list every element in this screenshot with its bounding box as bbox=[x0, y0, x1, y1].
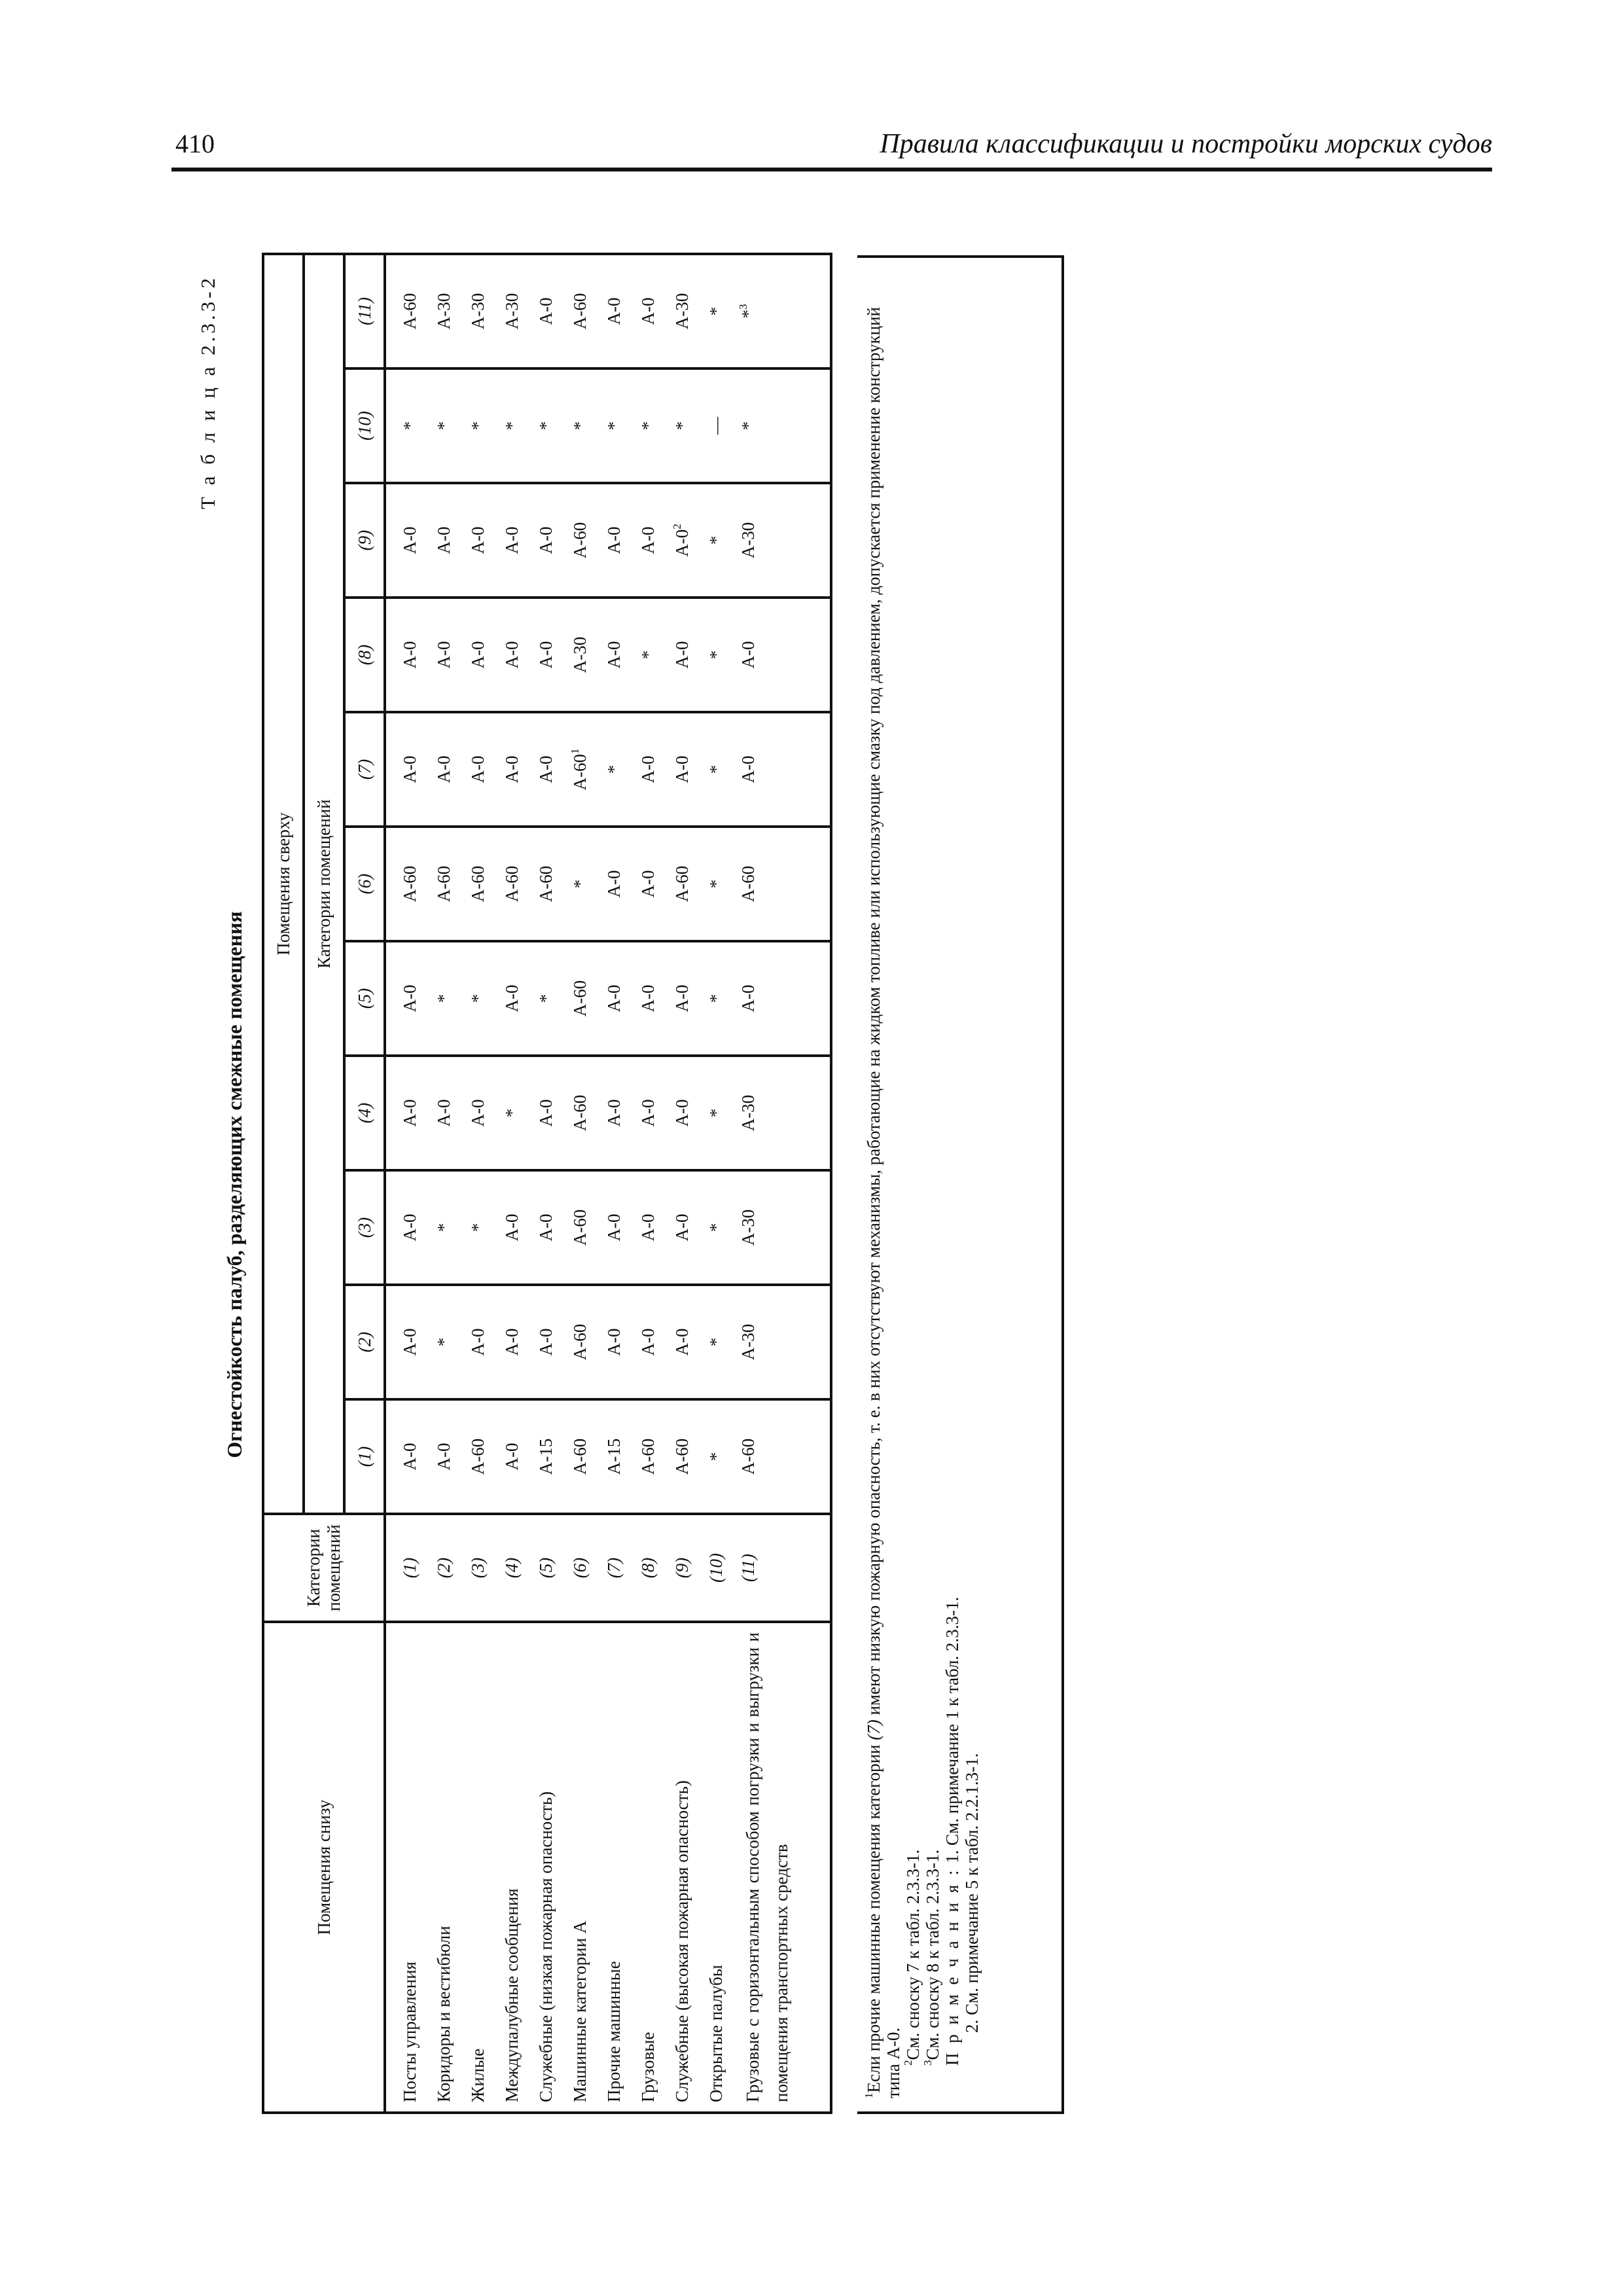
header-categories: Категории помещений bbox=[263, 1514, 385, 1622]
cell-value: A-0 bbox=[427, 1056, 461, 1170]
column-number-10: (10) bbox=[344, 368, 385, 483]
column-number-5: (5) bbox=[344, 941, 385, 1056]
cell-value: * bbox=[563, 827, 597, 941]
cell-value: * bbox=[699, 483, 733, 598]
column-number-9: (9) bbox=[344, 483, 385, 598]
cell-value: A-30 bbox=[733, 1170, 831, 1285]
table-title: Огнестойкость палуб, разделяющих смежные помещения bbox=[223, 911, 246, 1458]
cell-value: A-30 bbox=[461, 254, 495, 368]
rotated-table-block bbox=[196, 255, 1067, 2114]
page-number: 410 bbox=[175, 129, 215, 158]
cell-value: A-0 bbox=[631, 827, 665, 941]
cell-value: A-0 bbox=[461, 483, 495, 598]
cell-value: A-0 bbox=[385, 1399, 427, 1514]
row-name: Открытые палубы bbox=[699, 1622, 733, 2113]
cell-value: A-0 bbox=[495, 712, 529, 827]
cell-value: A-60 bbox=[563, 1285, 597, 1399]
cell-value: A-0 bbox=[427, 1399, 461, 1514]
cell-value: * bbox=[699, 827, 733, 941]
table-row bbox=[461, 254, 495, 2113]
cell-value: A-0 bbox=[495, 598, 529, 712]
cell-value: * bbox=[427, 1170, 461, 1285]
row-name: Служебные (низкая пожарная опасность) bbox=[529, 1622, 563, 2113]
cell-value: * bbox=[699, 254, 733, 368]
table-row bbox=[385, 254, 427, 2113]
cell-value: A-0 bbox=[385, 712, 427, 827]
cell-value: A-60 bbox=[665, 1399, 699, 1514]
cell-value: *$^3$ bbox=[733, 254, 831, 368]
cell-value: * bbox=[461, 1170, 495, 1285]
row-category: (9) bbox=[665, 1514, 699, 1622]
row-name: Жилые bbox=[461, 1622, 495, 2113]
cell-value: A-0 bbox=[631, 483, 665, 598]
cell-value: A-60 bbox=[563, 483, 597, 598]
row-name: Грузовые с горизонтальным способом погрузки и выгрузки и помещения транспортных средств bbox=[733, 1622, 831, 2113]
cell-value: A-0 bbox=[385, 1170, 427, 1285]
cell-value: A-0 bbox=[631, 1285, 665, 1399]
table-row bbox=[427, 254, 461, 2113]
cell-value: * bbox=[699, 1399, 733, 1514]
cell-value: A-30 bbox=[427, 254, 461, 368]
cell-value: * bbox=[699, 1056, 733, 1170]
cell-value: A-30 bbox=[563, 598, 597, 712]
cell-value: A-60 bbox=[495, 827, 529, 941]
cell-value: A-60 bbox=[427, 827, 461, 941]
table-row bbox=[733, 254, 831, 2113]
column-number-7: (7) bbox=[344, 712, 385, 827]
cell-value: * bbox=[427, 368, 461, 483]
row-category: (11) bbox=[733, 1514, 831, 1622]
cell-value: * bbox=[665, 368, 699, 483]
cell-value: A-0 bbox=[597, 827, 631, 941]
cell-value: A-30 bbox=[733, 1285, 831, 1399]
cell-value: A-60 bbox=[461, 827, 495, 941]
cell-value: A-0 bbox=[631, 712, 665, 827]
cell-value: * bbox=[461, 941, 495, 1056]
cell-value: A-0 bbox=[385, 941, 427, 1056]
cell-value: A-0 bbox=[385, 1285, 427, 1399]
column-number-1: (1) bbox=[344, 1399, 385, 1514]
cell-value: A-0 bbox=[461, 598, 495, 712]
cell-value: A-0 bbox=[597, 598, 631, 712]
row-category: (7) bbox=[597, 1514, 631, 1622]
cell-value: A-0 bbox=[665, 1285, 699, 1399]
cell-value: A-0 bbox=[597, 1285, 631, 1399]
cell-value: A-60 bbox=[563, 1056, 597, 1170]
cell-value: A-0 bbox=[529, 1056, 563, 1170]
cell-value: A-60 bbox=[563, 1399, 597, 1514]
table-row bbox=[597, 254, 631, 2113]
column-number-11: (11) bbox=[344, 254, 385, 368]
table-row bbox=[699, 254, 733, 2113]
footnote-ref: 2 bbox=[670, 524, 683, 529]
footnote-ref: 3 bbox=[737, 304, 749, 310]
cell-value: * bbox=[631, 368, 665, 483]
cell-value: $A-0^2$ bbox=[665, 483, 699, 598]
cell-value: A-0 bbox=[733, 712, 831, 827]
cell-value: * bbox=[699, 1285, 733, 1399]
header-below: Помещения снизу bbox=[263, 1622, 385, 2113]
cell-value: A-0 bbox=[461, 712, 495, 827]
cell-value: A-30 bbox=[665, 254, 699, 368]
cell-value: A-60 bbox=[563, 1170, 597, 1285]
cell-value: A-0 bbox=[385, 598, 427, 712]
cell-value: A-0 bbox=[665, 598, 699, 712]
cell-value: A-0 bbox=[597, 483, 631, 598]
cell-value: A-60 bbox=[563, 254, 597, 368]
cell-value: A-0 bbox=[495, 1399, 529, 1514]
header-rule bbox=[171, 168, 1492, 171]
table-row bbox=[665, 254, 699, 2113]
footnote-2: $^2$См. сноску 7 к табл. 2.3.3-1. bbox=[902, 1849, 923, 2066]
cell-value: * bbox=[699, 941, 733, 1056]
cell-value: * bbox=[461, 368, 495, 483]
cell-value: * bbox=[529, 368, 563, 483]
cell-value: A-30 bbox=[495, 254, 529, 368]
column-number-8: (8) bbox=[344, 598, 385, 712]
table-label: Т а б л и ц а 2.3.3-2 bbox=[196, 275, 219, 509]
cell-value: A-60 bbox=[563, 941, 597, 1056]
remark-2: 2. См. примечание 5 к табл. 2.2.1.3-1. bbox=[962, 1753, 982, 2033]
cell-value: A-0 bbox=[631, 941, 665, 1056]
cell-value: * bbox=[733, 368, 831, 483]
cell-value: A-0 bbox=[427, 483, 461, 598]
row-name: Машинные категории А bbox=[563, 1622, 597, 2113]
cell-value: A-0 bbox=[529, 598, 563, 712]
cell-value: * bbox=[597, 368, 631, 483]
cell-value: A-0 bbox=[461, 1056, 495, 1170]
cell-value: A-0 bbox=[495, 1285, 529, 1399]
cell-value: A-0 bbox=[665, 941, 699, 1056]
cell-value: A-0 bbox=[529, 1285, 563, 1399]
cell-value: A-0 bbox=[597, 1170, 631, 1285]
cell-value: A-0 bbox=[461, 1285, 495, 1399]
table-row bbox=[495, 254, 529, 2113]
cell-value: A-60 bbox=[665, 827, 699, 941]
cell-value: A-0 bbox=[529, 254, 563, 368]
cell-value: A-0 bbox=[733, 598, 831, 712]
cell-value: A-0 bbox=[385, 483, 427, 598]
cell-value: A-0 bbox=[631, 1170, 665, 1285]
column-number-4: (4) bbox=[344, 1056, 385, 1170]
row-category: (5) bbox=[529, 1514, 563, 1622]
cell-value: A-0 bbox=[427, 598, 461, 712]
cell-value: A-0 bbox=[665, 712, 699, 827]
cell-value: A-30 bbox=[733, 483, 831, 598]
cell-value: A-60 bbox=[733, 827, 831, 941]
table-row bbox=[631, 254, 665, 2113]
cell-value: * bbox=[495, 368, 529, 483]
cell-value: A-0 bbox=[427, 712, 461, 827]
header-above: Помещения сверху bbox=[263, 254, 304, 1514]
cell-value: A-0 bbox=[631, 254, 665, 368]
header-above-categories: Категории помещений bbox=[304, 254, 344, 1514]
running-head: Правила классификации и постройки морских судов bbox=[880, 129, 1492, 159]
cell-value: A-0 bbox=[597, 1056, 631, 1170]
cell-value: — bbox=[699, 368, 733, 483]
column-number-2: (2) bbox=[344, 1285, 385, 1399]
cell-value: * bbox=[699, 712, 733, 827]
cell-value: A-0 bbox=[529, 483, 563, 598]
cell-value: A-60 bbox=[385, 827, 427, 941]
table-row bbox=[529, 254, 563, 2113]
cell-value: A-0 bbox=[665, 1170, 699, 1285]
cell-value: * bbox=[427, 941, 461, 1056]
cell-value: A-0 bbox=[385, 1056, 427, 1170]
cell-value: A-60 bbox=[529, 827, 563, 941]
row-name: Междупалубные сообщения bbox=[495, 1622, 529, 2113]
column-number-3: (3) bbox=[344, 1170, 385, 1285]
cell-value: A-60 bbox=[461, 1399, 495, 1514]
cell-value: A-0 bbox=[495, 941, 529, 1056]
cell-value: A-0 bbox=[733, 941, 831, 1056]
row-category: (10) bbox=[699, 1514, 733, 1622]
cell-value: A-0 bbox=[495, 1170, 529, 1285]
cell-value: * bbox=[597, 712, 631, 827]
row-name: Прочие машинные bbox=[597, 1622, 631, 2113]
cell-value: A-30 bbox=[733, 1056, 831, 1170]
column-number-6: (6) bbox=[344, 827, 385, 941]
row-category: (8) bbox=[631, 1514, 665, 1622]
cell-value: * bbox=[385, 368, 427, 483]
cell-value: A-0 bbox=[665, 1056, 699, 1170]
row-name: Коридоры и вестибюли bbox=[427, 1622, 461, 2113]
cell-value: A-0 bbox=[597, 941, 631, 1056]
cell-value: A-0 bbox=[529, 1170, 563, 1285]
row-category: (2) bbox=[427, 1514, 461, 1622]
row-name: Служебные (высокая пожарная опасность) bbox=[665, 1622, 699, 2113]
cell-value: A-60 bbox=[631, 1399, 665, 1514]
cell-value: A-0 bbox=[495, 483, 529, 598]
cell-value: A-0 bbox=[597, 254, 631, 368]
footnote-3: $^3$См. сноску 8 к табл. 2.3.3-1. bbox=[921, 1849, 942, 2066]
cell-value: * bbox=[563, 368, 597, 483]
row-category: (4) bbox=[495, 1514, 529, 1622]
row-name: Посты управления bbox=[385, 1622, 427, 2113]
fire-resistance-table bbox=[262, 253, 832, 2114]
cell-value: * bbox=[495, 1056, 529, 1170]
cell-value: * bbox=[631, 598, 665, 712]
row-category: (6) bbox=[563, 1514, 597, 1622]
cell-value: * bbox=[529, 941, 563, 1056]
row-category: (1) bbox=[385, 1514, 427, 1622]
cell-value: * bbox=[699, 598, 733, 712]
row-name: Грузовые bbox=[631, 1622, 665, 2113]
cell-value: A-0 bbox=[631, 1056, 665, 1170]
remark-1: П р и м е ч а н и я : 1. См. примечание 1 к табл. 2.3.3-1. bbox=[942, 1596, 962, 2066]
cell-value: * bbox=[699, 1170, 733, 1285]
table-notes bbox=[857, 255, 1064, 2114]
footnote-1: $^1$Если прочие машинные помещения категории (7) имеют низкую пожарную опасность, т. е. в них отсутствуют механизмы, работающие на жидком топливе или использующие смазку под давлением, допускается применение конструкций типа А-0. bbox=[863, 307, 903, 2098]
row-category: (3) bbox=[461, 1514, 495, 1622]
cell-value: A-0 bbox=[529, 712, 563, 827]
cell-value: * bbox=[427, 1285, 461, 1399]
table-row bbox=[563, 254, 597, 2113]
footnote-ref: 1 bbox=[568, 748, 581, 754]
cell-value: A-15 bbox=[597, 1399, 631, 1514]
cell-value: A-15 bbox=[529, 1399, 563, 1514]
cell-value: A-60 bbox=[733, 1399, 831, 1514]
cell-value: $A-60^1$ bbox=[563, 712, 597, 827]
cell-value: A-60 bbox=[385, 254, 427, 368]
